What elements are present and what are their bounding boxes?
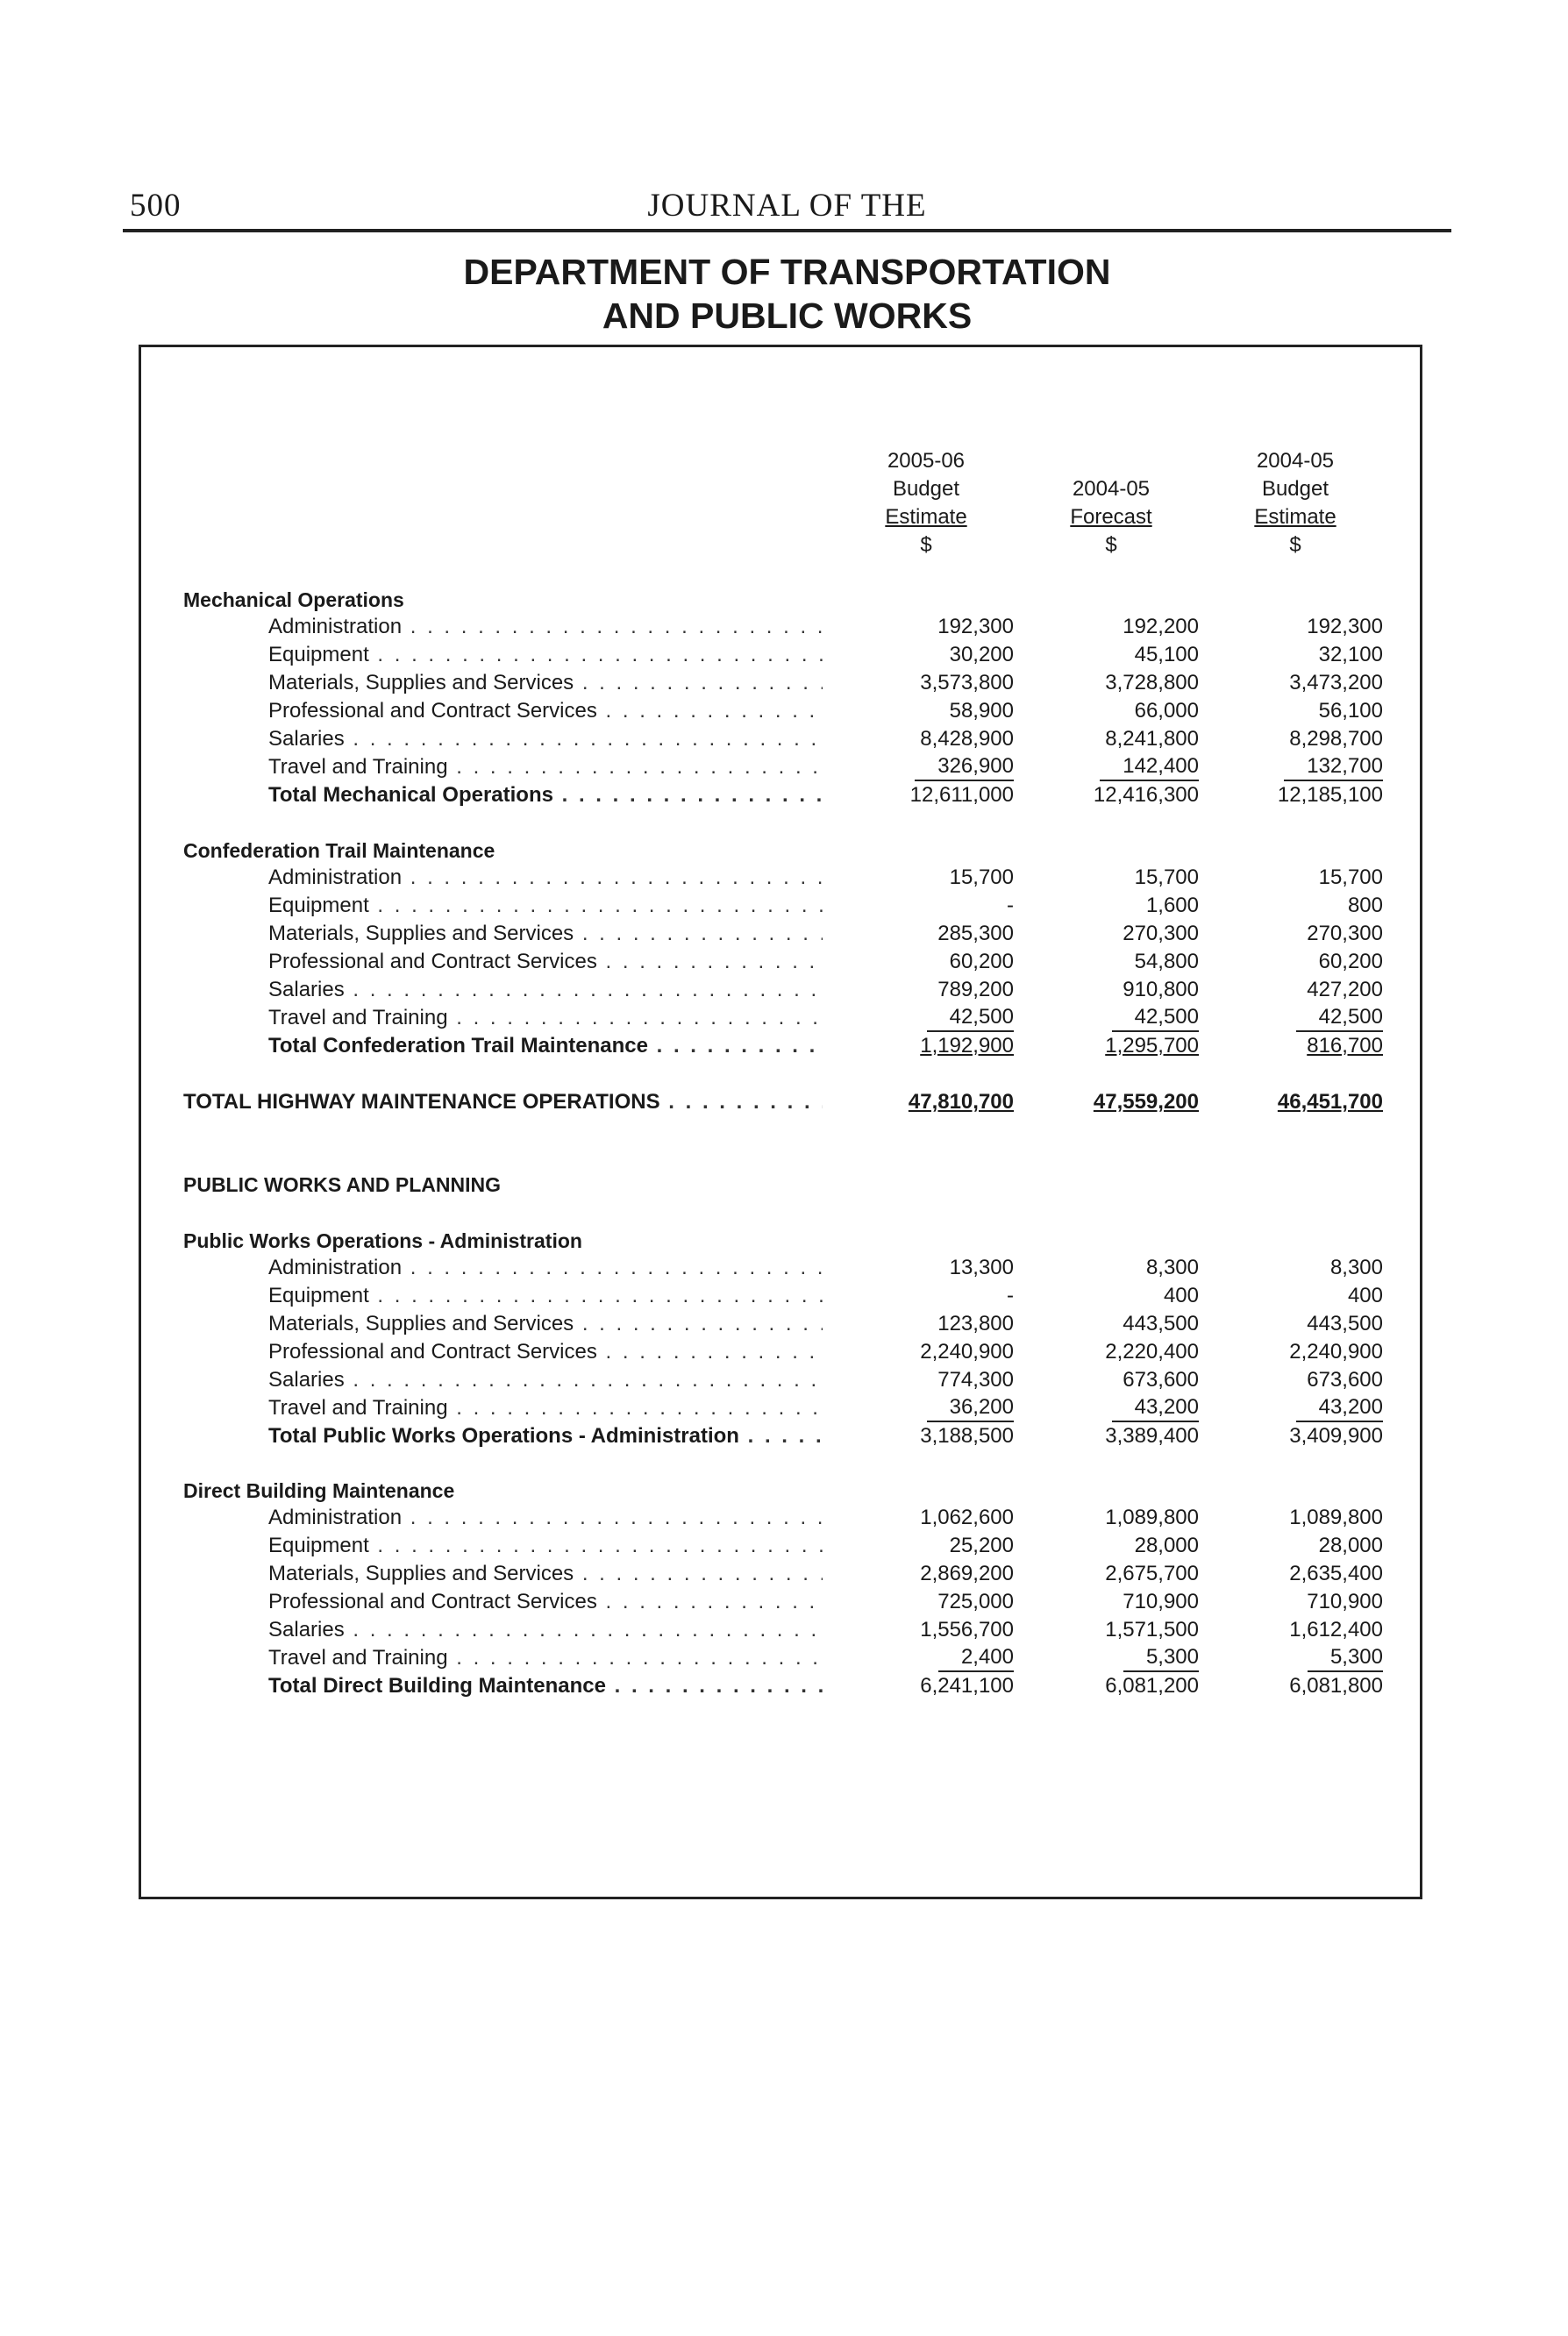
value-2004-05-estimate: 710,900 <box>1307 1590 1383 1613</box>
table-row <box>0 1310 1568 1338</box>
value-2005-06-estimate: 192,300 <box>937 615 1014 638</box>
section-title-confederation-trail-maintenance: Confederation Trail Maintenance <box>183 839 495 862</box>
heading-public-works-and-planning: PUBLIC WORKS AND PLANNING <box>183 1173 502 1196</box>
table-row <box>0 1282 1568 1310</box>
column-header-line: $ <box>1289 533 1301 557</box>
value-2004-05-forecast: 910,800 <box>1123 978 1199 1001</box>
column-header-2005-06-budget-estimate <box>838 447 1014 559</box>
value-2004-05-forecast: 673,600 <box>1123 1368 1199 1392</box>
value-2004-05-estimate: 800 <box>1347 894 1383 917</box>
value-2004-05-estimate: 5,300 <box>1308 1644 1383 1672</box>
table-row <box>0 1338 1568 1366</box>
value-2005-06-estimate: 13,300 <box>949 1256 1014 1279</box>
row-label: Equipment . . . <box>268 641 823 669</box>
journal-title: JOURNAL OF THE <box>647 188 927 224</box>
grand-total-label: TOTAL HIGHWAY MAINTENANCE OPERATIONS . . . <box>183 1088 823 1116</box>
value-2004-05-estimate: 42,500 <box>1296 1004 1383 1032</box>
value-2004-05-forecast: 1,571,500 <box>1105 1618 1199 1642</box>
value-2005-06-estimate: 42,500 <box>927 1004 1014 1032</box>
column-header-line: Budget <box>892 477 960 501</box>
table-row <box>0 892 1568 920</box>
table-row <box>0 613 1568 641</box>
row-label: Administration . . . <box>268 613 823 641</box>
value-2004-05-estimate: 3,473,200 <box>1289 671 1383 694</box>
table-row <box>0 669 1568 697</box>
column-header-line: Budget <box>1261 477 1329 501</box>
row-label: Professional and Contract Services . . . <box>268 1588 823 1616</box>
table-row <box>0 753 1568 781</box>
row-label: Salaries . . . <box>268 1616 823 1644</box>
department-title-line-1: DEPARTMENT OF TRANSPORTATION <box>463 252 1111 292</box>
table-row <box>0 1588 1568 1616</box>
row-label: Equipment . . . <box>268 1282 823 1310</box>
row-label: Professional and Contract Services . . . <box>268 697 823 725</box>
value-2004-05-estimate: 32,100 <box>1318 643 1383 666</box>
value-2005-06-estimate: 725,000 <box>937 1590 1014 1613</box>
row-label: Administration . . . <box>268 1504 823 1532</box>
table-row <box>0 697 1568 725</box>
value-2004-05-estimate: 28,000 <box>1318 1534 1383 1557</box>
row-label: Equipment . . . <box>268 1532 823 1560</box>
row-label: Travel and Training . . . <box>268 1394 823 1422</box>
value-2004-05-estimate: 60,200 <box>1318 950 1383 973</box>
row-label: Materials, Supplies and Services . . . <box>268 669 823 697</box>
table-row <box>0 1504 1568 1532</box>
value-2005-06-estimate: - <box>1007 894 1014 917</box>
table-row <box>0 1394 1568 1422</box>
value-2004-05-estimate: 8,298,700 <box>1289 727 1383 751</box>
value-2004-05-estimate: 1,089,800 <box>1289 1506 1383 1529</box>
value-2005-06-estimate: 2,240,900 <box>920 1340 1014 1364</box>
total-row <box>0 1672 1568 1700</box>
value-2004-05-forecast: 142,400 <box>1100 753 1199 781</box>
value-2005-06-estimate: 15,700 <box>949 865 1014 889</box>
value-2004-05-estimate: 443,500 <box>1307 1312 1383 1335</box>
row-label: Professional and Contract Services . . . <box>268 1338 823 1366</box>
total-2004-05-forecast: 12,416,300 <box>1093 783 1199 807</box>
column-header-line: 2005-06 <box>887 449 966 473</box>
table-row <box>0 864 1568 892</box>
value-2004-05-forecast: 66,000 <box>1134 699 1199 723</box>
total-2005-06-estimate: 1,192,900 <box>920 1034 1014 1058</box>
column-header-line: Estimate <box>1254 505 1336 529</box>
row-label: Materials, Supplies and Services . . . <box>268 920 823 948</box>
value-2004-05-forecast: 42,500 <box>1112 1004 1199 1032</box>
table-row <box>0 976 1568 1004</box>
value-2005-06-estimate: 25,200 <box>949 1534 1014 1557</box>
value-2004-05-estimate: 132,700 <box>1284 753 1383 781</box>
table-row <box>0 1532 1568 1560</box>
value-2004-05-estimate: 2,635,400 <box>1289 1562 1383 1585</box>
column-header-line: 2004-05 <box>1256 449 1335 473</box>
table-row <box>0 920 1568 948</box>
row-label: Salaries . . . <box>268 976 823 1004</box>
row-label: Professional and Contract Services . . . <box>268 948 823 976</box>
section-title-mechanical-operations: Mechanical Operations <box>183 588 404 611</box>
value-2005-06-estimate: 60,200 <box>949 950 1014 973</box>
value-2004-05-estimate: 1,612,400 <box>1289 1618 1383 1642</box>
value-2005-06-estimate: 8,428,900 <box>920 727 1014 751</box>
value-2004-05-estimate: 673,600 <box>1307 1368 1383 1392</box>
row-label: Equipment . . . <box>268 892 823 920</box>
row-label: Travel and Training . . . <box>268 1004 823 1032</box>
value-2004-05-forecast: 270,300 <box>1123 922 1199 945</box>
value-2004-05-forecast: 43,200 <box>1112 1394 1199 1422</box>
value-2005-06-estimate: 2,869,200 <box>920 1562 1014 1585</box>
value-2005-06-estimate: 58,900 <box>949 699 1014 723</box>
row-label: Administration . . . <box>268 864 823 892</box>
value-2005-06-estimate: 774,300 <box>937 1368 1014 1392</box>
value-2004-05-forecast: 2,675,700 <box>1105 1562 1199 1585</box>
total-2005-06-estimate: 6,241,100 <box>920 1674 1014 1698</box>
value-2005-06-estimate: - <box>1007 1284 1014 1307</box>
row-label: Administration . . . <box>268 1254 823 1282</box>
total-label: Total Direct Building Maintenance . . . <box>268 1672 823 1700</box>
value-2004-05-forecast: 2,220,400 <box>1105 1340 1199 1364</box>
row-label: Salaries . . . <box>268 725 823 753</box>
total-2004-05-estimate: 816,700 <box>1307 1034 1383 1058</box>
table-row <box>0 1366 1568 1394</box>
total-2004-05-forecast: 1,295,700 <box>1105 1034 1199 1058</box>
value-2004-05-forecast: 8,241,800 <box>1105 727 1199 751</box>
column-header-line: $ <box>1105 533 1117 557</box>
value-2005-06-estimate: 1,062,600 <box>920 1506 1014 1529</box>
value-2005-06-estimate: 3,573,800 <box>920 671 1014 694</box>
column-header-line <box>1023 447 1199 475</box>
value-2004-05-forecast: 710,900 <box>1123 1590 1199 1613</box>
row-label: Materials, Supplies and Services . . . <box>268 1560 823 1588</box>
total-2005-06-estimate: 3,188,500 <box>920 1424 1014 1448</box>
column-header-line: Forecast <box>1070 505 1152 529</box>
value-2005-06-estimate: 30,200 <box>949 643 1014 666</box>
column-header-line: Estimate <box>885 505 967 529</box>
value-2005-06-estimate: 1,556,700 <box>920 1618 1014 1642</box>
total-row <box>0 1032 1568 1060</box>
column-header-line: $ <box>920 533 932 557</box>
value-2005-06-estimate: 2,400 <box>938 1644 1014 1672</box>
table-row <box>0 641 1568 669</box>
value-2004-05-forecast: 54,800 <box>1134 950 1199 973</box>
value-2004-05-forecast: 443,500 <box>1123 1312 1199 1335</box>
value-2004-05-forecast: 400 <box>1163 1284 1199 1307</box>
total-label: Total Mechanical Operations . . . <box>268 781 823 809</box>
value-2004-05-forecast: 5,300 <box>1123 1644 1199 1672</box>
value-2004-05-estimate: 2,240,900 <box>1289 1340 1383 1364</box>
table-row <box>0 948 1568 976</box>
value-2004-05-estimate: 15,700 <box>1318 865 1383 889</box>
row-label: Travel and Training . . . <box>268 753 823 781</box>
row-label: Travel and Training . . . <box>268 1644 823 1672</box>
total-label: Total Public Works Operations - Administration . . . <box>268 1422 823 1450</box>
value-2004-05-estimate: 56,100 <box>1318 699 1383 723</box>
row-label: Salaries . . . <box>268 1366 823 1394</box>
table-row <box>0 1644 1568 1672</box>
total-2004-05-forecast: 3,389,400 <box>1105 1424 1199 1448</box>
value-2005-06-estimate: 36,200 <box>927 1394 1014 1422</box>
value-2004-05-estimate: 43,200 <box>1296 1394 1383 1422</box>
department-title <box>123 250 1451 338</box>
value-2005-06-estimate: 789,200 <box>937 978 1014 1001</box>
value-2005-06-estimate: 326,900 <box>915 753 1014 781</box>
table-row <box>0 1616 1568 1644</box>
section-title-direct-building-maintenance: Direct Building Maintenance <box>183 1479 455 1502</box>
column-header-line: 2004-05 <box>1072 477 1151 501</box>
total-row <box>0 781 1568 809</box>
value-2004-05-forecast: 1,089,800 <box>1105 1506 1199 1529</box>
value-2004-05-estimate: 8,300 <box>1329 1256 1383 1279</box>
grand-total-2004-05-forecast: 47,559,200 <box>1093 1090 1199 1114</box>
table-row <box>0 1560 1568 1588</box>
total-2005-06-estimate: 12,611,000 <box>909 783 1014 807</box>
department-title-line-2: AND PUBLIC WORKS <box>602 296 973 336</box>
total-2004-05-forecast: 6,081,200 <box>1105 1674 1199 1698</box>
row-label: Materials, Supplies and Services . . . <box>268 1310 823 1338</box>
grand-total-row <box>0 1088 1568 1116</box>
value-2004-05-forecast: 192,200 <box>1123 615 1199 638</box>
value-2004-05-forecast: 8,300 <box>1145 1256 1199 1279</box>
total-label: Total Confederation Trail Maintenance . . . <box>268 1032 823 1060</box>
column-header-2004-05-forecast <box>1023 447 1199 559</box>
value-2004-05-estimate: 270,300 <box>1307 922 1383 945</box>
value-2004-05-forecast: 15,700 <box>1134 865 1199 889</box>
value-2004-05-forecast: 3,728,800 <box>1105 671 1199 694</box>
value-2004-05-forecast: 45,100 <box>1134 643 1199 666</box>
value-2004-05-estimate: 192,300 <box>1307 615 1383 638</box>
value-2004-05-forecast: 1,600 <box>1145 894 1199 917</box>
running-head <box>123 180 1451 232</box>
table-row <box>0 725 1568 753</box>
section-title-public-works-operations-administration: Public Works Operations - Administration <box>183 1229 582 1252</box>
grand-total-2004-05-estimate: 46,451,700 <box>1277 1090 1383 1114</box>
value-2005-06-estimate: 285,300 <box>937 922 1014 945</box>
total-2004-05-estimate: 6,081,800 <box>1289 1674 1383 1698</box>
page-number: 500 <box>130 188 182 224</box>
total-2004-05-estimate: 3,409,900 <box>1289 1424 1383 1448</box>
table-row <box>0 1254 1568 1282</box>
column-header-2004-05-budget-estimate <box>1208 447 1383 559</box>
total-row <box>0 1422 1568 1450</box>
grand-total-2005-06-estimate: 47,810,700 <box>908 1090 1014 1114</box>
total-2004-05-estimate: 12,185,100 <box>1277 783 1383 807</box>
value-2004-05-estimate: 400 <box>1347 1284 1383 1307</box>
value-2005-06-estimate: 123,800 <box>937 1312 1014 1335</box>
value-2004-05-estimate: 427,200 <box>1307 978 1383 1001</box>
value-2004-05-forecast: 28,000 <box>1134 1534 1199 1557</box>
table-row <box>0 1004 1568 1032</box>
